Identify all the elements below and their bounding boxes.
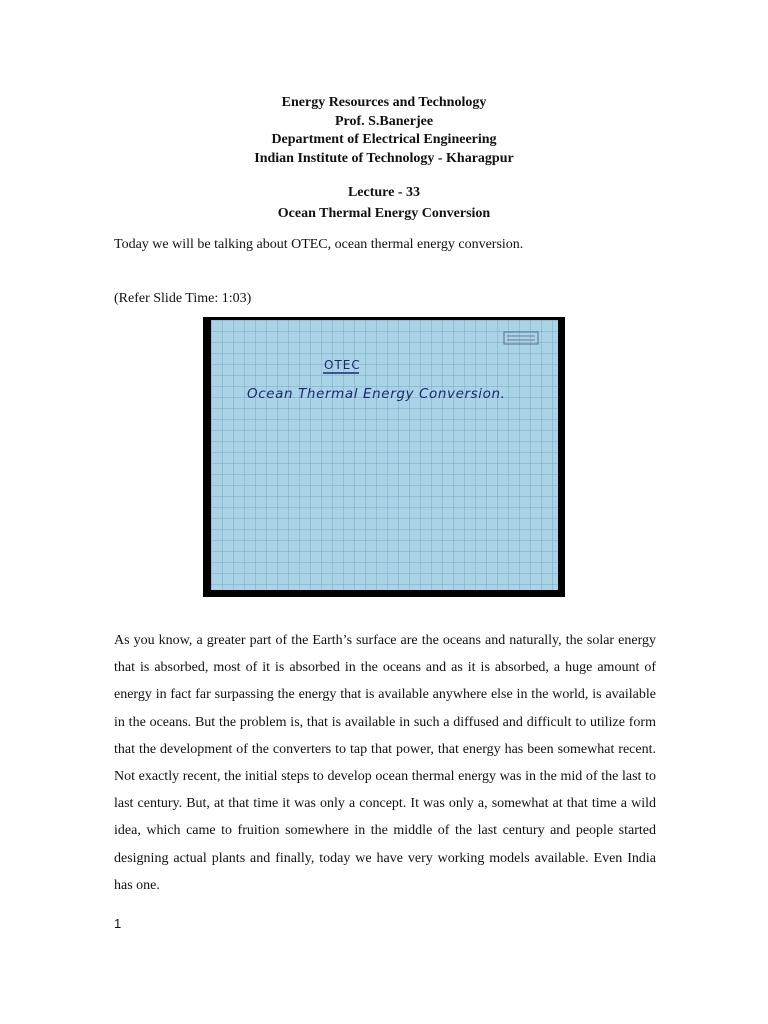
course-title: Energy Resources and Technology	[281, 95, 487, 110]
professor-name: Prof. S.Banerjee	[334, 113, 434, 129]
lecture-slide-image	[203, 317, 565, 597]
intro-paragraph: Today we will be talking about OTEC, ocean thermal energy conversion.	[114, 237, 524, 252]
lecture-title: Ocean Thermal Energy Conversion	[277, 206, 491, 221]
body-paragraph: As you know, a greater part of the Earth’s surface are the oceans and naturally, the solar energy that is absorbed, most of it is absorbed in the oceans and as it is absorbed, a huge amount of energy in fact far surpassing the energy that is available anywhere else in the world, is available in the oceans. But the problem is, that is available in such a diffused and difficult to utilize form that the development of the converters to tap that power, that energy has been somewhat recent. Not exactly recent, the initial steps to develop ocean thermal energy was in the mid of the last to last century. But, at that time it was only a concept. It was only a, somewhat at that time a wild idea, which came to fruition somewhere in the middle of the last century and people started designing actual plants and finally, today we have very working models available. Even India has one.	[114, 633, 656, 893]
slide-reference: (Refer Slide Time: 1:03)	[114, 291, 252, 306]
slide-heading-text: OTEC	[324, 358, 361, 372]
slide-handwriting	[211, 320, 558, 590]
department-name: Department of Electrical Engineering	[271, 132, 497, 147]
document-header	[0, 94, 768, 168]
lecture-heading	[0, 182, 768, 224]
slide-subtitle-text: Ocean Thermal Energy Conversion.	[247, 386, 506, 402]
slide-logo-stamp	[504, 332, 538, 344]
lecture-number: Lecture - 33	[347, 185, 421, 200]
institute-name: Indian Institute of Technology - Kharagpur	[254, 150, 514, 166]
slide-board	[211, 320, 558, 590]
page-number: 1	[114, 916, 122, 931]
